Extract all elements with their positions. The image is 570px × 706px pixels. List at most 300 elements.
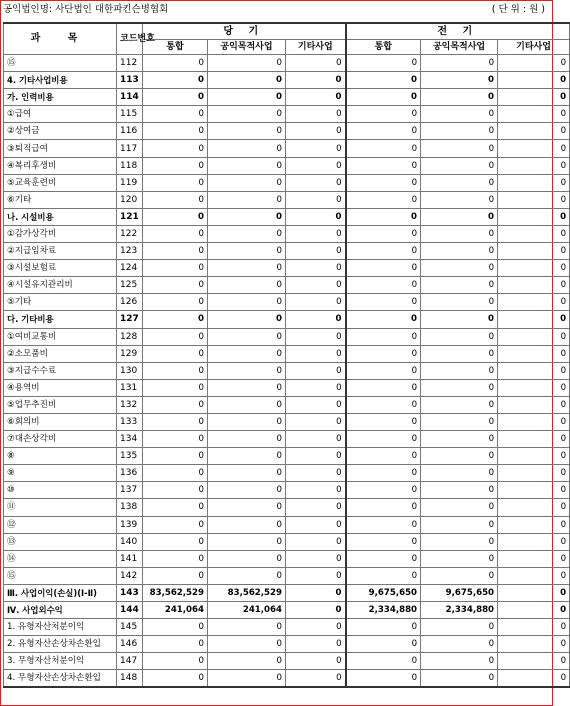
previous-total-cell: 9,675,650 xyxy=(346,584,421,601)
current-public-cell: 0 xyxy=(208,362,286,379)
row-code: 119 xyxy=(117,174,143,191)
row-code: 135 xyxy=(117,448,143,465)
row-code: 125 xyxy=(117,277,143,294)
current-public-cell: 0 xyxy=(208,55,286,72)
current-total-cell: 0 xyxy=(143,157,208,174)
previous-other-cell: 0 xyxy=(498,191,570,208)
previous-public-cell: 0 xyxy=(421,225,498,242)
current-total-cell: 0 xyxy=(143,499,208,516)
previous-other-cell: 0 xyxy=(498,584,570,601)
row-code: 113 xyxy=(117,72,143,89)
previous-other-cell: 0 xyxy=(498,619,570,636)
previous-public-cell: 0 xyxy=(421,140,498,157)
previous-public-cell: 0 xyxy=(421,311,498,328)
current-total-cell: 0 xyxy=(143,294,208,311)
previous-public-cell: 9,675,650 xyxy=(421,584,498,601)
previous-total-cell: 0 xyxy=(346,619,421,636)
row-code: 148 xyxy=(117,670,143,688)
table-row xyxy=(4,260,570,277)
previous-total-cell: 2,334,880 xyxy=(346,602,421,619)
current-total-cell: 0 xyxy=(143,345,208,362)
previous-public-cell: 0 xyxy=(421,619,498,636)
previous-public-cell: 0 xyxy=(421,243,498,260)
previous-total-cell: 0 xyxy=(346,174,421,191)
row-label: 3. 무형자산처분이익 xyxy=(4,653,117,670)
row-code: 139 xyxy=(117,516,143,533)
current-total-cell: 241,064 xyxy=(143,602,208,619)
current-public-cell: 241,064 xyxy=(208,602,286,619)
previous-other-cell: 0 xyxy=(498,311,570,328)
current-other-cell: 0 xyxy=(286,431,346,448)
previous-other-cell: 0 xyxy=(498,123,570,140)
current-other-cell: 0 xyxy=(286,208,346,225)
previous-other-cell: 0 xyxy=(498,379,570,396)
current-public-cell: 0 xyxy=(208,636,286,653)
current-total-header: 통합 xyxy=(143,40,208,55)
current-public-cell: 0 xyxy=(208,413,286,430)
row-label: Ⅳ. 사업외수익 xyxy=(4,602,117,619)
previous-total-cell: 0 xyxy=(346,55,421,72)
current-other-cell: 0 xyxy=(286,550,346,567)
row-code: 138 xyxy=(117,499,143,516)
previous-other-cell: 0 xyxy=(498,106,570,123)
current-other-cell: 0 xyxy=(286,636,346,653)
current-other-cell: 0 xyxy=(286,174,346,191)
row-label: 4. 기타사업비용 xyxy=(4,72,117,89)
row-code: 124 xyxy=(117,260,143,277)
row-code: 112 xyxy=(117,55,143,72)
previous-other-cell: 0 xyxy=(498,516,570,533)
current-public-cell: 0 xyxy=(208,89,286,106)
row-label: ①급여 xyxy=(4,106,117,123)
current-public-cell: 0 xyxy=(208,619,286,636)
current-total-cell: 0 xyxy=(143,123,208,140)
previous-public-cell: 0 xyxy=(421,482,498,499)
row-label: ⑮ xyxy=(4,55,117,72)
current-total-cell: 0 xyxy=(143,208,208,225)
row-code: 141 xyxy=(117,550,143,567)
current-public-cell: 0 xyxy=(208,72,286,89)
previous-total-cell: 0 xyxy=(346,208,421,225)
previous-other-cell: 0 xyxy=(498,396,570,413)
current-other-cell: 0 xyxy=(286,123,346,140)
current-other-cell: 0 xyxy=(286,157,346,174)
row-label: ⑭ xyxy=(4,550,117,567)
table-row xyxy=(4,379,570,396)
current-total-cell: 0 xyxy=(143,311,208,328)
previous-total-cell: 0 xyxy=(346,328,421,345)
table-row xyxy=(4,584,570,601)
previous-other-cell: 0 xyxy=(498,140,570,157)
previous-other-cell: 0 xyxy=(498,243,570,260)
previous-other-cell: 0 xyxy=(498,653,570,670)
previous-other-cell: 0 xyxy=(498,431,570,448)
previous-total-cell: 0 xyxy=(346,89,421,106)
table-row xyxy=(4,89,570,106)
row-code: 145 xyxy=(117,619,143,636)
table-row xyxy=(4,191,570,208)
row-code: 120 xyxy=(117,191,143,208)
previous-public-cell: 0 xyxy=(421,413,498,430)
previous-public-cell: 0 xyxy=(421,516,498,533)
previous-other-cell: 0 xyxy=(498,550,570,567)
row-code: 132 xyxy=(117,396,143,413)
previous-public-header: 공익목적사업 xyxy=(421,40,498,55)
previous-public-cell: 0 xyxy=(421,277,498,294)
previous-total-cell: 0 xyxy=(346,448,421,465)
table-row xyxy=(4,328,570,345)
previous-other-cell: 0 xyxy=(498,362,570,379)
row-code: 116 xyxy=(117,123,143,140)
previous-public-cell: 0 xyxy=(421,174,498,191)
previous-other-cell: 0 xyxy=(498,670,570,688)
row-code: 130 xyxy=(117,362,143,379)
current-public-cell: 0 xyxy=(208,157,286,174)
previous-public-cell: 0 xyxy=(421,465,498,482)
row-label: ⑫ xyxy=(4,516,117,533)
table-row xyxy=(4,345,570,362)
previous-total-cell: 0 xyxy=(346,157,421,174)
current-other-cell: 0 xyxy=(286,345,346,362)
current-total-cell: 0 xyxy=(143,174,208,191)
table-row xyxy=(4,567,570,584)
row-code: 128 xyxy=(117,328,143,345)
current-total-cell: 0 xyxy=(143,636,208,653)
current-total-cell: 0 xyxy=(143,106,208,123)
previous-public-cell: 0 xyxy=(421,260,498,277)
table-row xyxy=(4,140,570,157)
row-code: 133 xyxy=(117,413,143,430)
previous-total-cell: 0 xyxy=(346,260,421,277)
row-label: ④시설유지관리비 xyxy=(4,277,117,294)
current-total-cell: 0 xyxy=(143,55,208,72)
previous-total-cell: 0 xyxy=(346,516,421,533)
current-total-cell: 0 xyxy=(143,362,208,379)
previous-public-cell: 0 xyxy=(421,362,498,379)
current-total-cell: 0 xyxy=(143,465,208,482)
row-label: ⑤업무추진비 xyxy=(4,396,117,413)
current-public-cell: 0 xyxy=(208,243,286,260)
subject-header: 과 목 xyxy=(4,23,117,55)
previous-total-cell: 0 xyxy=(346,636,421,653)
row-label: ⑩ xyxy=(4,482,117,499)
current-other-cell: 0 xyxy=(286,413,346,430)
row-label: ⑮ xyxy=(4,567,117,584)
previous-other-cell: 0 xyxy=(498,345,570,362)
previous-other-cell: 0 xyxy=(498,260,570,277)
income-statement-table xyxy=(3,22,570,688)
current-other-cell: 0 xyxy=(286,584,346,601)
current-total-cell: 0 xyxy=(143,328,208,345)
row-label: 다. 기타비용 xyxy=(4,311,117,328)
previous-total-cell: 0 xyxy=(346,465,421,482)
previous-period-header: 전 기 xyxy=(346,23,570,40)
table-row xyxy=(4,362,570,379)
row-label: ⑤기타 xyxy=(4,294,117,311)
current-public-cell: 0 xyxy=(208,328,286,345)
current-other-cell: 0 xyxy=(286,328,346,345)
previous-public-cell: 0 xyxy=(421,106,498,123)
current-other-cell: 0 xyxy=(286,225,346,242)
previous-public-cell: 0 xyxy=(421,208,498,225)
previous-public-cell: 0 xyxy=(421,328,498,345)
current-public-cell: 0 xyxy=(208,311,286,328)
row-label: Ⅲ. 사업이익(손실)(Ⅰ-Ⅱ) xyxy=(4,584,117,601)
current-other-cell: 0 xyxy=(286,516,346,533)
previous-public-cell: 0 xyxy=(421,123,498,140)
table-body xyxy=(4,55,570,688)
previous-public-cell: 0 xyxy=(421,345,498,362)
previous-other-cell: 0 xyxy=(498,499,570,516)
previous-total-cell: 0 xyxy=(346,191,421,208)
current-total-cell: 0 xyxy=(143,533,208,550)
table-row xyxy=(4,294,570,311)
current-total-cell: 0 xyxy=(143,431,208,448)
previous-other-cell: 0 xyxy=(498,567,570,584)
row-code: 140 xyxy=(117,533,143,550)
current-other-cell: 0 xyxy=(286,670,346,688)
row-code: 136 xyxy=(117,465,143,482)
current-total-cell: 0 xyxy=(143,277,208,294)
row-label: ⑪ xyxy=(4,499,117,516)
row-code: 134 xyxy=(117,431,143,448)
current-public-cell: 0 xyxy=(208,191,286,208)
current-total-cell: 0 xyxy=(143,670,208,688)
previous-total-cell: 0 xyxy=(346,550,421,567)
current-public-cell: 0 xyxy=(208,516,286,533)
previous-total-cell: 0 xyxy=(346,311,421,328)
previous-public-cell: 0 xyxy=(421,157,498,174)
table-row xyxy=(4,653,570,670)
row-label: ⑥회의비 xyxy=(4,413,117,430)
current-public-cell: 0 xyxy=(208,106,286,123)
previous-public-cell: 0 xyxy=(421,653,498,670)
current-total-cell: 0 xyxy=(143,619,208,636)
table-row xyxy=(4,208,570,225)
code-header: 코드번호 xyxy=(117,23,143,55)
current-public-cell: 0 xyxy=(208,277,286,294)
row-code: 123 xyxy=(117,243,143,260)
previous-total-cell: 0 xyxy=(346,567,421,584)
current-total-cell: 0 xyxy=(143,72,208,89)
current-total-cell: 0 xyxy=(143,191,208,208)
row-code: 137 xyxy=(117,482,143,499)
current-public-cell: 0 xyxy=(208,174,286,191)
row-code: 114 xyxy=(117,89,143,106)
current-other-cell: 0 xyxy=(286,277,346,294)
current-other-cell: 0 xyxy=(286,106,346,123)
row-label: ①여비교통비 xyxy=(4,328,117,345)
table-row xyxy=(4,533,570,550)
current-other-cell: 0 xyxy=(286,140,346,157)
current-public-cell: 0 xyxy=(208,225,286,242)
table-row xyxy=(4,516,570,533)
table-row xyxy=(4,448,570,465)
previous-total-cell: 0 xyxy=(346,277,421,294)
previous-public-cell: 0 xyxy=(421,89,498,106)
previous-public-cell: 0 xyxy=(421,294,498,311)
current-other-cell: 0 xyxy=(286,448,346,465)
table-row xyxy=(4,619,570,636)
table-row xyxy=(4,550,570,567)
current-total-cell: 0 xyxy=(143,396,208,413)
current-public-cell: 0 xyxy=(208,465,286,482)
row-label: ⑬ xyxy=(4,533,117,550)
current-other-cell: 0 xyxy=(286,243,346,260)
previous-public-cell: 0 xyxy=(421,55,498,72)
current-public-cell: 0 xyxy=(208,379,286,396)
previous-total-cell: 0 xyxy=(346,294,421,311)
current-other-cell: 0 xyxy=(286,602,346,619)
current-other-cell: 0 xyxy=(286,396,346,413)
current-public-cell: 0 xyxy=(208,208,286,225)
previous-other-cell: 0 xyxy=(498,157,570,174)
current-public-cell: 0 xyxy=(208,123,286,140)
current-total-cell: 0 xyxy=(143,89,208,106)
current-total-cell: 0 xyxy=(143,260,208,277)
previous-public-cell: 0 xyxy=(421,636,498,653)
current-period-header: 당 기 xyxy=(143,23,346,40)
row-label: 1. 유형자산처분이익 xyxy=(4,619,117,636)
row-code: 126 xyxy=(117,294,143,311)
current-other-cell: 0 xyxy=(286,89,346,106)
previous-public-cell: 0 xyxy=(421,396,498,413)
previous-total-cell: 0 xyxy=(346,345,421,362)
current-other-cell: 0 xyxy=(286,260,346,277)
row-label: ③퇴직급여 xyxy=(4,140,117,157)
row-code: 131 xyxy=(117,379,143,396)
current-other-cell: 0 xyxy=(286,482,346,499)
row-label: ③지급수수료 xyxy=(4,362,117,379)
row-code: 143 xyxy=(117,584,143,601)
table-row xyxy=(4,465,570,482)
table-row xyxy=(4,174,570,191)
row-label: ③시설보험료 xyxy=(4,260,117,277)
previous-other-cell: 0 xyxy=(498,533,570,550)
previous-other-cell: 0 xyxy=(498,465,570,482)
row-label: ④복리후생비 xyxy=(4,157,117,174)
row-label: 2. 유형자산손상차손환입 xyxy=(4,636,117,653)
previous-other-cell: 0 xyxy=(498,72,570,89)
previous-other-cell: 0 xyxy=(498,636,570,653)
previous-other-cell: 0 xyxy=(498,448,570,465)
unit-label: ( 단 위 : 원 ) xyxy=(491,4,545,15)
table-row xyxy=(4,499,570,516)
row-label: 나. 시설비용 xyxy=(4,208,117,225)
current-other-header: 기타사업 xyxy=(286,40,346,55)
previous-public-cell: 0 xyxy=(421,431,498,448)
previous-total-cell: 0 xyxy=(346,379,421,396)
report-header xyxy=(3,2,549,18)
row-code: 142 xyxy=(117,567,143,584)
current-public-cell: 0 xyxy=(208,670,286,688)
row-label: ⑨ xyxy=(4,465,117,482)
previous-public-cell: 0 xyxy=(421,550,498,567)
current-other-cell: 0 xyxy=(286,362,346,379)
row-code: 115 xyxy=(117,106,143,123)
current-other-cell: 0 xyxy=(286,72,346,89)
row-code: 117 xyxy=(117,140,143,157)
current-total-cell: 0 xyxy=(143,413,208,430)
current-other-cell: 0 xyxy=(286,653,346,670)
current-public-cell: 0 xyxy=(208,567,286,584)
previous-other-cell: 0 xyxy=(498,208,570,225)
previous-other-cell: 0 xyxy=(498,225,570,242)
previous-public-cell: 0 xyxy=(421,499,498,516)
previous-total-header: 통합 xyxy=(346,40,421,55)
previous-public-cell: 0 xyxy=(421,670,498,688)
previous-public-cell: 2,334,880 xyxy=(421,602,498,619)
previous-total-cell: 0 xyxy=(346,243,421,260)
previous-total-cell: 0 xyxy=(346,653,421,670)
current-public-cell: 83,562,529 xyxy=(208,584,286,601)
current-total-cell: 0 xyxy=(143,243,208,260)
current-total-cell: 0 xyxy=(143,379,208,396)
row-code: 129 xyxy=(117,345,143,362)
table-row xyxy=(4,670,570,688)
current-public-cell: 0 xyxy=(208,431,286,448)
current-total-cell: 0 xyxy=(143,516,208,533)
row-code: 146 xyxy=(117,636,143,653)
current-total-cell: 0 xyxy=(143,482,208,499)
previous-other-cell: 0 xyxy=(498,89,570,106)
table-row xyxy=(4,413,570,430)
row-label: ⑤교육훈련비 xyxy=(4,174,117,191)
current-public-cell: 0 xyxy=(208,653,286,670)
current-public-cell: 0 xyxy=(208,550,286,567)
current-total-cell: 0 xyxy=(143,140,208,157)
previous-public-cell: 0 xyxy=(421,448,498,465)
current-other-cell: 0 xyxy=(286,191,346,208)
previous-other-header: 기타사업 xyxy=(498,40,570,55)
previous-total-cell: 0 xyxy=(346,140,421,157)
previous-total-cell: 0 xyxy=(346,670,421,688)
row-label: ⑦대손상각비 xyxy=(4,431,117,448)
row-label: ⑧ xyxy=(4,448,117,465)
row-label: 가. 인력비용 xyxy=(4,89,117,106)
previous-public-cell: 0 xyxy=(421,379,498,396)
table-row xyxy=(4,106,570,123)
previous-other-cell: 0 xyxy=(498,413,570,430)
row-code: 144 xyxy=(117,602,143,619)
previous-total-cell: 0 xyxy=(346,533,421,550)
row-label: ⑥기타 xyxy=(4,191,117,208)
current-public-cell: 0 xyxy=(208,294,286,311)
previous-total-cell: 0 xyxy=(346,499,421,516)
current-other-cell: 0 xyxy=(286,55,346,72)
row-label: ④용역비 xyxy=(4,379,117,396)
previous-public-cell: 0 xyxy=(421,72,498,89)
previous-other-cell: 0 xyxy=(498,294,570,311)
current-public-cell: 0 xyxy=(208,499,286,516)
previous-total-cell: 0 xyxy=(346,225,421,242)
current-public-cell: 0 xyxy=(208,448,286,465)
table-row xyxy=(4,602,570,619)
row-label: ②지급임차료 xyxy=(4,243,117,260)
table-row xyxy=(4,243,570,260)
table-row xyxy=(4,225,570,242)
current-public-header: 공익목적사업 xyxy=(208,40,286,55)
current-total-cell: 0 xyxy=(143,550,208,567)
row-label: ②상여금 xyxy=(4,123,117,140)
current-other-cell: 0 xyxy=(286,567,346,584)
previous-total-cell: 0 xyxy=(346,362,421,379)
current-other-cell: 0 xyxy=(286,619,346,636)
row-label: ②소모품비 xyxy=(4,345,117,362)
previous-total-cell: 0 xyxy=(346,482,421,499)
current-total-cell: 0 xyxy=(143,225,208,242)
current-other-cell: 0 xyxy=(286,465,346,482)
